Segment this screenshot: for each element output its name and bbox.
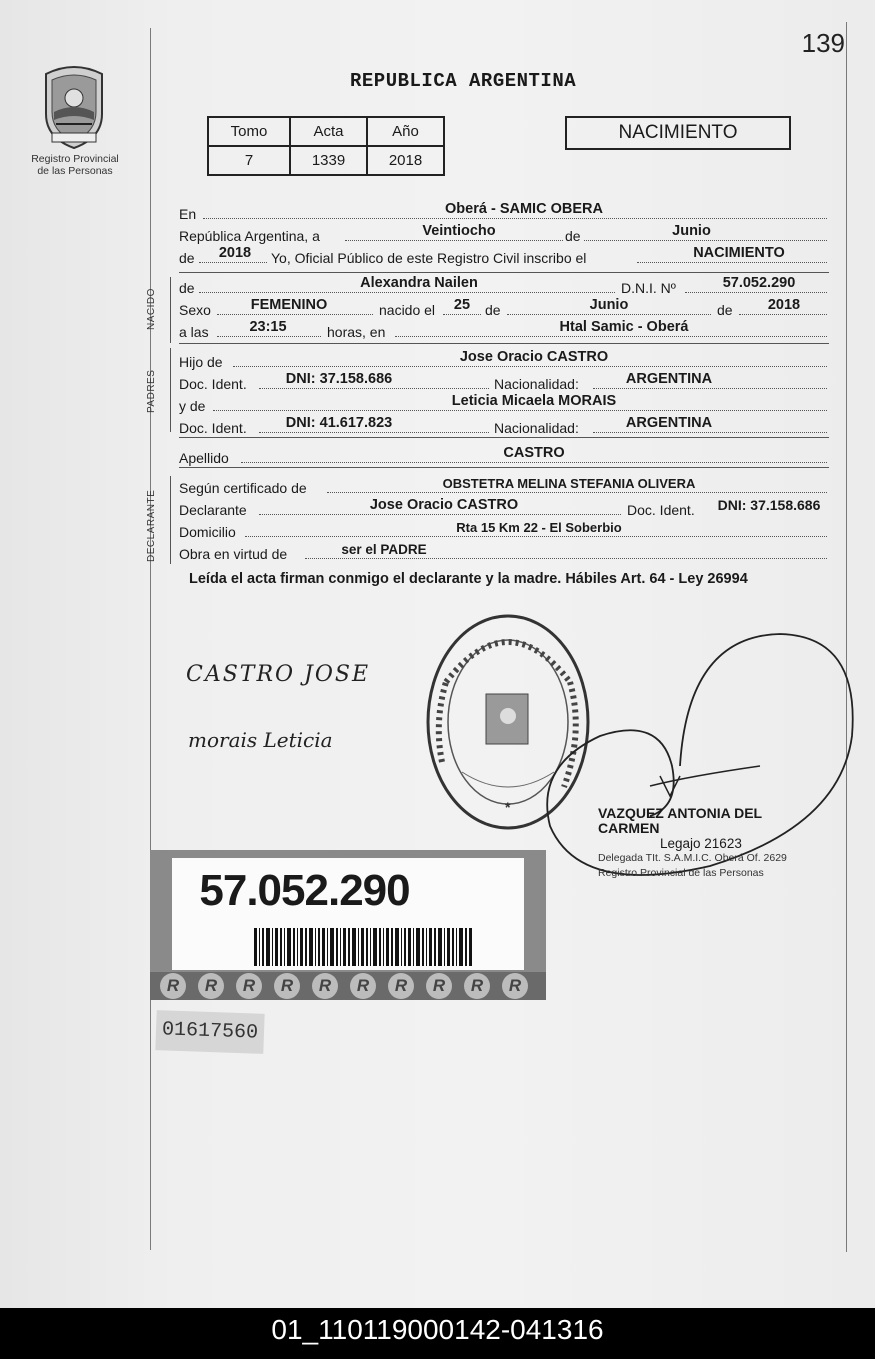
value-padre-doc: DNI: 37.158.686: [285, 371, 393, 387]
official-block: [598, 806, 813, 881]
section-label-padres: PADRES: [146, 369, 157, 413]
row-inscripcion: [179, 244, 827, 266]
row-certificado: [179, 474, 827, 496]
value-padre-nac: ARGENTINA: [625, 371, 713, 387]
value-hora: 23:15: [249, 319, 287, 335]
value-mes: Junio: [672, 223, 711, 239]
official-cargo: Delegada TIt. S.A.M.I.C. Oberá Of. 2629: [598, 852, 787, 864]
strip-r-icon: R: [312, 973, 338, 999]
barcode-card-strip: [150, 972, 546, 1000]
logo-caption-line2: de las Personas: [37, 165, 113, 177]
logo-caption: [20, 153, 130, 177]
registry-table: [207, 116, 445, 176]
label-doc-madre: Doc. Ident.: [179, 420, 247, 436]
page-number: 139: [801, 28, 845, 58]
label-apellido: Apellido: [179, 450, 229, 466]
value-anio: 2018: [367, 146, 444, 175]
separator-padres-top: [179, 343, 829, 344]
official-legajo: Legajo 21623: [660, 836, 742, 851]
official-organismo: Registro Provincial de las Personas: [598, 867, 764, 879]
closing-text: Leída el acta firman conmigo el declarante y la madre. Hábiles Art. 64 - Ley 26994: [189, 571, 748, 587]
value-nac-mes: Junio: [589, 297, 629, 313]
header-anio: Año: [367, 117, 444, 146]
strip-r-icon: R: [236, 973, 262, 999]
label-declarante: Declarante: [179, 502, 247, 518]
value-madre: Leticia Micaela MORAIS: [451, 393, 617, 409]
label-doc-padre: Doc. Ident.: [179, 376, 247, 392]
value-padre: Jose Oracio CASTRO: [459, 349, 609, 365]
header-tomo: Tomo: [208, 117, 290, 146]
strip-r-icon: R: [464, 973, 490, 999]
value-domicilio: Rta 15 Km 22 - El Soberbio: [456, 520, 622, 535]
separator-declarante-top: [179, 467, 829, 468]
provincia-de-misiones-seal-icon: [38, 62, 110, 150]
act-type-box: NACIMIENTO: [565, 116, 791, 150]
value-obra: ser el PADRE: [341, 542, 427, 557]
label-segun: Según certificado de: [179, 480, 307, 496]
label-dni: D.N.I. Nº: [621, 280, 676, 296]
value-nac-dia: 25: [453, 297, 471, 313]
value-declarante: Jose Oracio CASTRO: [369, 497, 519, 513]
barcode-icon: [254, 928, 474, 966]
row-padre-doc: [179, 370, 827, 392]
value-tomo: 7: [208, 146, 290, 175]
value-madre-doc: DNI: 41.617.823: [285, 415, 393, 431]
separator-apellido-top: [179, 437, 829, 438]
strip-r-icon: R: [198, 973, 224, 999]
section-label-nacido: NACIDO: [146, 288, 157, 330]
label-doc-declarante: Doc. Ident.: [627, 502, 695, 518]
row-lugar: [179, 200, 827, 222]
signature-madre: morais Leticia: [188, 728, 333, 752]
label-de-1: de: [565, 228, 581, 244]
row-padre: [179, 348, 827, 370]
row-hora: [179, 318, 827, 340]
value-lugar: Oberá - SAMIC OBERA: [445, 201, 603, 217]
control-code-label: 01617560: [155, 1010, 264, 1054]
row-declarante: [179, 496, 827, 518]
value-anio: 2018: [218, 245, 252, 261]
label-de-5: de: [717, 302, 733, 318]
strip-r-icon: R: [274, 973, 300, 999]
strip-r-icon: R: [502, 973, 528, 999]
label-obra: Obra en virtud de: [179, 546, 288, 562]
value-nac-anio: 2018: [767, 297, 801, 313]
document-title: REPUBLICA ARGENTINA: [350, 70, 577, 92]
label-a-las: a las: [179, 324, 209, 340]
signature-padre: CASTRO JOSE: [186, 662, 371, 687]
section-label-declarante: DECLARANTE: [146, 489, 157, 562]
label-de-4: de: [485, 302, 501, 318]
value-madre-nac: ARGENTINA: [625, 415, 713, 431]
value-sexo: FEMENINO: [250, 297, 328, 313]
label-horas: horas, en: [327, 324, 386, 340]
separator-nacido-top: [179, 272, 829, 273]
label-republica: República Argentina, a: [179, 228, 320, 244]
row-fecha: [179, 222, 827, 244]
label-nac-madre: Nacionalidad:: [494, 420, 579, 436]
strip-r-icon: R: [350, 973, 376, 999]
value-lugar-nac: Htal Samic - Oberá: [559, 319, 689, 335]
row-apellido: [179, 444, 827, 466]
value-certificado: OBSTETRA MELINA STEFANIA OLIVERA: [442, 476, 696, 491]
official-name: VAZQUEZ ANTONIA DEL CARMEN: [598, 805, 762, 836]
left-margin-line: [150, 28, 151, 1250]
svg-text:*: *: [505, 799, 511, 815]
label-sexo: Sexo: [179, 302, 211, 318]
strip-r-icon: R: [388, 973, 414, 999]
value-nombre: Alexandra Nailen: [360, 275, 478, 291]
label-de-3: de: [179, 280, 195, 296]
label-nac-padre: Nacionalidad:: [494, 376, 579, 392]
value-acta: 1339: [290, 146, 367, 175]
row-nombre: [179, 274, 827, 296]
dni-barcode-card: [150, 850, 546, 1000]
label-de-2: de: [179, 250, 195, 266]
label-yo: Yo, Oficial Público de este Registro Civil inscribo el: [271, 250, 587, 266]
label-domicilio: Domicilio: [179, 524, 236, 540]
row-madre-doc: [179, 414, 827, 436]
value-apellido: CASTRO: [503, 445, 565, 461]
footer-id: 01_110119000142-041316: [0, 1308, 875, 1359]
label-nacido: nacido el: [379, 302, 436, 318]
barcode-card-inner: [172, 858, 524, 970]
row-domicilio: [179, 518, 827, 540]
strip-r-icon: R: [160, 973, 186, 999]
logo-caption-line1: Registro Provincial: [31, 153, 119, 165]
row-obra: [179, 540, 827, 562]
label-en: En: [179, 206, 197, 222]
label-hijo-de: Hijo de: [179, 354, 223, 370]
label-y-de: y de: [179, 398, 206, 414]
header-acta: Acta: [290, 117, 367, 146]
value-declarante-doc: DNI: 37.158.686: [717, 497, 821, 513]
value-tipo: NACIMIENTO: [693, 245, 785, 261]
row-sexo: [179, 296, 827, 318]
strip-r-icon: R: [426, 973, 452, 999]
row-madre: [179, 392, 827, 414]
barcode-card-dni: 57.052.290: [199, 866, 410, 915]
value-dni: 57.052.290: [722, 275, 796, 291]
value-dia: Veintiocho: [422, 223, 496, 239]
